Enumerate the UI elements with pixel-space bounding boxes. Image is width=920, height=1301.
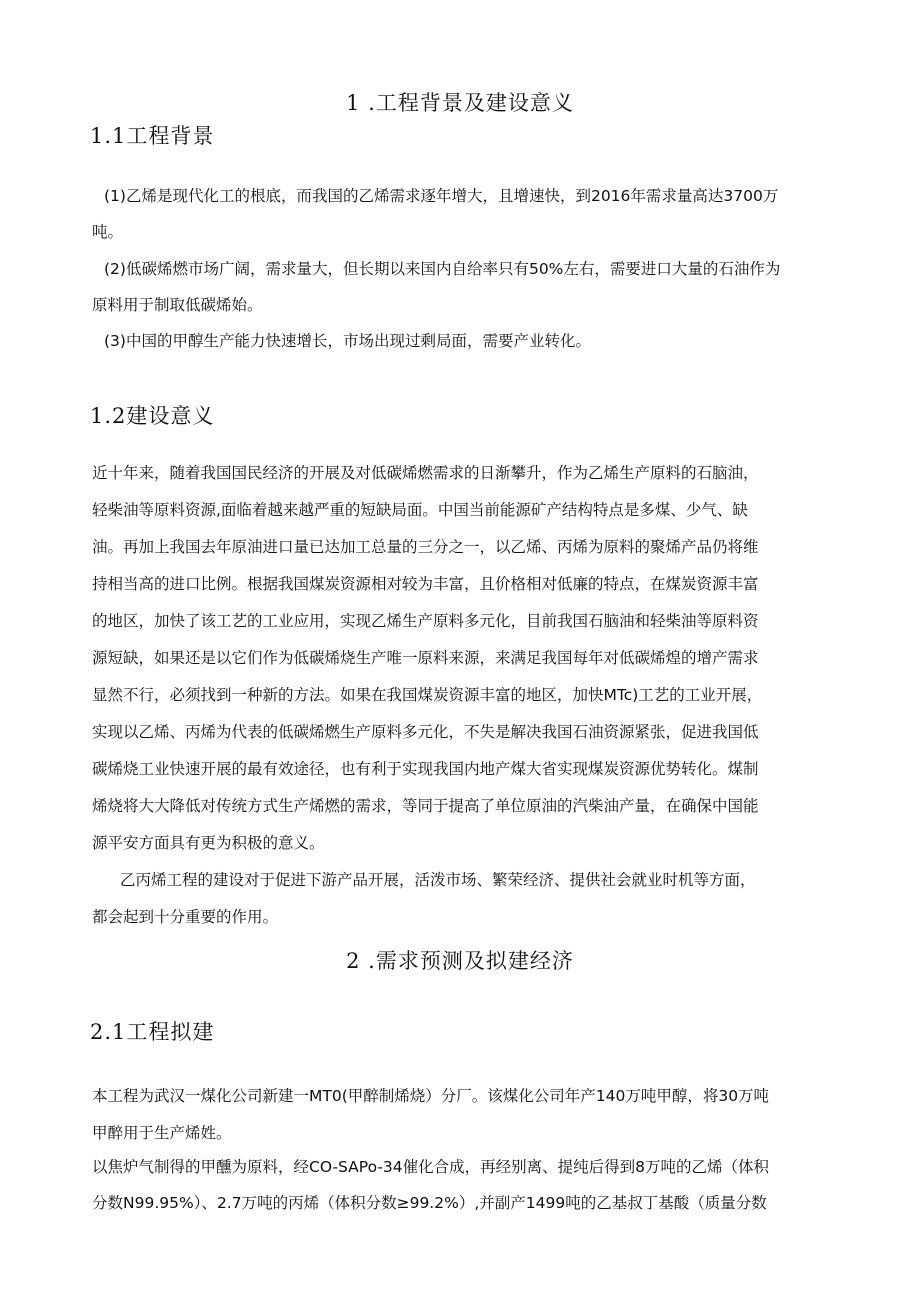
paragraph-line: 轻柴油等原料资源,面临着越来越严重的短缺局面。中国当前能源矿产结构特点是多煤、少气、缺: [92, 501, 748, 519]
paragraph-line: 甲醉用于生产烯姓。: [92, 1124, 232, 1142]
paragraph-line: 烯烧将大大降低对传统方式生产烯燃的需求，等同于提高了单位原油的汽柴油产量，在确保中国能: [92, 797, 759, 815]
paragraph-line: 分数N99.95%）、2.7万吨的丙烯（体积分数≥99.2%）,并副产1499吨的乙基叔丁基酸（质量分数: [92, 1194, 767, 1212]
paragraph-line: 源平安方面具有更为积极的意义。: [92, 834, 325, 852]
paragraph-line: 本工程为武汉一煤化公司新建一MT0(甲醉制烯烧）分厂。该煤化公司年产140万吨甲醇，将30万吨: [92, 1087, 770, 1105]
paragraph-line: 油。再加上我国去年原油进口量已达加工总量的三分之一，以乙烯、丙烯为原料的聚烯产品仍将维: [92, 538, 759, 556]
paragraph-line: 的地区，加快了该工艺的工业应用，实现乙烯生产原料多元化，目前我国石脑油和轻柴油等原料资: [92, 612, 759, 630]
list-item-3-line-1: (3)中国的甲醇生产能力快速增长，市场出现过剩局面，需要产业转化。: [104, 332, 591, 350]
list-item-1-line-2: 吨。: [92, 223, 124, 241]
paragraph-line: 持相当高的进口比例。根据我国煤炭资源相对较为丰富，且价格相对低廉的特点，在煤炭资源丰富: [92, 575, 759, 593]
chapter-2-title: 2 .需求预测及拟建经济: [346, 949, 574, 973]
list-item-1-line-1: (1)乙烯是现代化工的根底，而我国的乙烯需求逐年增大，且增速快，到2016年需求量高达3700万: [104, 187, 779, 205]
paragraph-line: 碳烯烧工业快速开展的最有效途径，也有利于实现我国内地产煤大省实现煤炭资源优势转化。煤制: [92, 760, 759, 778]
section-2-1-title: 2.1工程拟建: [90, 1020, 215, 1044]
paragraph-line: 实现以乙烯、丙烯为代表的低碳烯燃生产原料多元化，不失是解决我国石油资源紧张，促进我国低: [92, 723, 759, 741]
section-1-2-title: 1.2建设意义: [90, 404, 215, 428]
list-item-2-line-2: 原料用于制取低碳烯始。: [92, 296, 263, 314]
list-item-2-line-1: (2)低碳烯燃市场广阔，需求量大，但长期以来国内自给率只有50%左右，需要进口大量的石油作为: [104, 260, 781, 278]
paragraph-line: 以焦炉气制得的甲醺为原料，经CO-SAPo-34催化合成，再经别离、提纯后得到8万吨的乙烯（体积: [92, 1158, 770, 1176]
paragraph-line: 源短缺，如果还是以它们作为低碳烯烧生产唯一原料来源，来满足我国每年对低碳烯煌的增产需求: [92, 649, 759, 667]
paragraph-line: 都会起到十分重要的作用。: [92, 908, 279, 926]
paragraph-line: 近十年来，随着我国国民经济的开展及对低碳烯燃需求的日渐攀升，作为乙烯生产原料的石脑油，: [92, 464, 759, 482]
chapter-1-title: 1 .工程背景及建设意义: [346, 91, 574, 115]
section-1-1-title: 1.1工程背景: [90, 124, 215, 148]
paragraph-line: 显然不行，必须找到一种新的方法。如果在我国煤炭资源丰富的地区，加快MTc)工艺的工业开展，: [92, 686, 763, 704]
paragraph-line: 乙丙烯工程的建设对于促进下游产品开展，活泼市场、繁荣经济、提供社会就业时机等方面，: [120, 871, 756, 889]
